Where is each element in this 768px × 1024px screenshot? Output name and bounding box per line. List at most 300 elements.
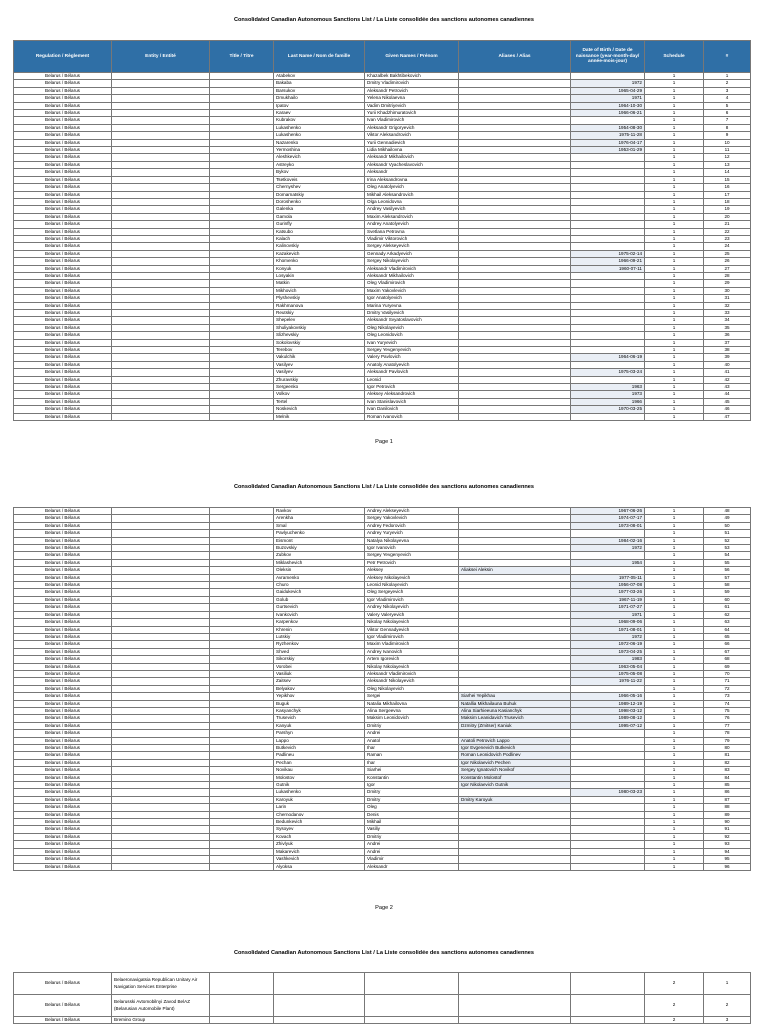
alias-cell xyxy=(459,228,571,235)
date-of-birth-cell xyxy=(571,117,645,124)
given-names-cell: Igor Vladimirovich xyxy=(365,633,459,640)
last-name-cell: Kubrakov xyxy=(274,117,365,124)
number-cell: 62 xyxy=(704,611,751,618)
last-name-cell: Gurinfly xyxy=(274,221,365,228)
title-cell xyxy=(210,819,274,826)
alias-cell xyxy=(459,663,571,670)
number-cell: 2 xyxy=(704,995,751,1017)
given-names-cell: Ivan Stanislavovich xyxy=(365,398,459,405)
schedule-cell: 1 xyxy=(645,384,704,391)
entity-cell xyxy=(112,295,210,302)
schedule-cell: 1 xyxy=(645,169,704,176)
alias-cell xyxy=(459,295,571,302)
regulation-cell: Belarus / Bélarus xyxy=(14,258,112,265)
date-of-birth-cell: 1975-11-28 xyxy=(571,132,645,139)
alias-cell xyxy=(459,537,571,544)
title-cell xyxy=(210,737,274,744)
schedule-cell: 1 xyxy=(645,302,704,309)
regulation-cell: Belarus / Bélarus xyxy=(14,176,112,183)
table-row xyxy=(14,265,751,272)
alias-cell xyxy=(459,398,571,405)
last-name-cell: Parshyn xyxy=(274,730,365,737)
regulation-cell: Belarus / Bélarus xyxy=(14,559,112,566)
last-name-cell: Bedunkevich xyxy=(274,819,365,826)
regulation-cell: Belarus / Bélarus xyxy=(14,745,112,752)
schedule-cell: 1 xyxy=(645,87,704,94)
last-name-cell: Galenka xyxy=(274,206,365,213)
schedule-cell: 1 xyxy=(645,619,704,626)
entity-cell xyxy=(112,191,210,198)
given-names-cell: Yurii Gennadievich xyxy=(365,139,459,146)
date-of-birth-cell: 1971 xyxy=(571,611,645,618)
table-row xyxy=(14,391,751,398)
table-row xyxy=(14,508,751,515)
entity-cell xyxy=(112,235,210,242)
title-cell xyxy=(210,656,274,663)
entity-cell xyxy=(112,243,210,250)
number-cell: 56 xyxy=(704,567,751,574)
alias-cell xyxy=(459,80,571,87)
table-row xyxy=(14,995,751,1017)
date-of-birth-cell xyxy=(571,863,645,870)
last-name-cell: Pechan xyxy=(274,759,365,766)
title-cell xyxy=(210,73,274,80)
entity-cell xyxy=(112,848,210,855)
last-name-cell: Terebov xyxy=(274,347,365,354)
alias-cell xyxy=(459,582,571,589)
schedule-cell: 1 xyxy=(645,796,704,803)
title-cell xyxy=(210,198,274,205)
given-names-cell: Vladimir xyxy=(365,856,459,863)
alias-cell xyxy=(459,559,571,566)
title-cell xyxy=(210,287,274,294)
alias-cell xyxy=(459,995,571,1017)
given-names-cell: Vadim Dmitriyevich xyxy=(365,102,459,109)
date-of-birth-cell xyxy=(571,302,645,309)
sanctions-table-page-1 xyxy=(13,40,751,421)
regulation-cell: Belarus / Bélarus xyxy=(14,774,112,781)
schedule-cell: 1 xyxy=(645,678,704,685)
alias-cell xyxy=(459,139,571,146)
entity-cell xyxy=(112,715,210,722)
entity-cell xyxy=(112,626,210,633)
alias-cell xyxy=(459,391,571,398)
given-names-cell: Aleksandr Mikhailovich xyxy=(365,272,459,279)
schedule-cell: 1 xyxy=(645,611,704,618)
alias-cell xyxy=(459,184,571,191)
regulation-cell: Belarus / Bélarus xyxy=(14,339,112,346)
given-names-cell: Anatol xyxy=(365,737,459,744)
schedule-cell: 1 xyxy=(645,604,704,611)
title-cell xyxy=(210,228,274,235)
number-cell: 13 xyxy=(704,161,751,168)
given-names-cell: Valery Valeryevich xyxy=(365,611,459,618)
regulation-cell: Belarus / Bélarus xyxy=(14,398,112,405)
alias-cell: Natallia Mikhailauna Buhuk xyxy=(459,700,571,707)
title-cell xyxy=(210,663,274,670)
schedule-cell: 1 xyxy=(645,250,704,257)
entity-cell xyxy=(112,221,210,228)
given-names-cell: Ihar xyxy=(365,759,459,766)
table-row xyxy=(14,384,751,391)
date-of-birth-cell xyxy=(571,339,645,346)
entity-cell xyxy=(112,804,210,811)
given-names-cell: Viktor Gennadyevich xyxy=(365,626,459,633)
table-row xyxy=(14,559,751,566)
regulation-cell: Belarus / Bélarus xyxy=(14,332,112,339)
date-of-birth-cell: 1972 xyxy=(571,80,645,87)
regulation-cell: Belarus / Bélarus xyxy=(14,700,112,707)
number-cell: 16 xyxy=(704,184,751,191)
title-cell xyxy=(210,589,274,596)
column-header-regulation: Regulation / Règlement xyxy=(14,41,112,73)
last-name-cell: Ivankovich xyxy=(274,611,365,618)
table-row xyxy=(14,272,751,279)
entity-cell xyxy=(112,648,210,655)
number-cell: 86 xyxy=(704,789,751,796)
entity-cell xyxy=(112,124,210,131)
last-name-cell: Volkov xyxy=(274,391,365,398)
number-cell: 72 xyxy=(704,685,751,692)
regulation-cell: Belarus / Bélarus xyxy=(14,663,112,670)
table-row xyxy=(14,95,751,102)
alias-cell: Aliaksei Aleksin xyxy=(459,567,571,574)
entity-cell: Bremino Group xyxy=(112,1017,210,1024)
table-row xyxy=(14,848,751,855)
entity-cell xyxy=(112,552,210,559)
date-of-birth-cell: 1956-07-08 xyxy=(571,582,645,589)
regulation-cell: Belarus / Bélarus xyxy=(14,80,112,87)
alias-cell xyxy=(459,265,571,272)
entity-cell xyxy=(112,811,210,818)
schedule-cell: 1 xyxy=(645,508,704,515)
schedule-cell: 1 xyxy=(645,413,704,420)
given-names-cell: Andrey Anatolyevich xyxy=(365,221,459,228)
table-row xyxy=(14,147,751,154)
schedule-cell: 1 xyxy=(645,663,704,670)
date-of-birth-cell: 1963-05-04 xyxy=(571,663,645,670)
regulation-cell: Belarus / Bélarus xyxy=(14,796,112,803)
number-cell: 23 xyxy=(704,235,751,242)
title-cell xyxy=(210,552,274,559)
table-row xyxy=(14,398,751,405)
title-cell xyxy=(210,184,274,191)
regulation-cell: Belarus / Bélarus xyxy=(14,537,112,544)
given-names-cell: Aleksandr Vyacheslavovich xyxy=(365,161,459,168)
regulation-cell: Belarus / Bélarus xyxy=(14,508,112,515)
schedule-cell: 1 xyxy=(645,280,704,287)
date-of-birth-cell xyxy=(571,856,645,863)
entity-cell xyxy=(112,656,210,663)
last-name-cell: Vashkevich xyxy=(274,856,365,863)
title-cell xyxy=(210,147,274,154)
table-row xyxy=(14,537,751,544)
table-row xyxy=(14,87,751,94)
entity-cell xyxy=(112,856,210,863)
number-cell: 68 xyxy=(704,656,751,663)
table-row xyxy=(14,176,751,183)
title-cell xyxy=(210,707,274,714)
title-cell xyxy=(210,176,274,183)
title-cell xyxy=(210,110,274,117)
schedule-cell: 2 xyxy=(645,1017,704,1024)
table-row xyxy=(14,102,751,109)
entity-cell xyxy=(112,745,210,752)
entity-cell xyxy=(112,796,210,803)
last-name-cell: Nazarenko xyxy=(274,139,365,146)
given-names-cell: Mikhail xyxy=(365,819,459,826)
title-cell xyxy=(210,398,274,405)
regulation-cell: Belarus / Bélarus xyxy=(14,552,112,559)
given-names-cell: Igor Petrovich xyxy=(365,384,459,391)
alias-cell xyxy=(459,347,571,354)
table-row xyxy=(14,324,751,331)
given-names-cell: Yurii Khadzhimuratovich xyxy=(365,110,459,117)
given-names-cell: Gennady Arkadyevich xyxy=(365,250,459,257)
entity-cell xyxy=(112,198,210,205)
regulation-cell: Belarus / Bélarus xyxy=(14,73,112,80)
last-name-cell: Chernyshev xyxy=(274,184,365,191)
regulation-cell: Belarus / Bélarus xyxy=(14,589,112,596)
table-row xyxy=(14,574,751,581)
given-names-cell: Maksim Leonidovich xyxy=(365,715,459,722)
number-cell: 66 xyxy=(704,641,751,648)
alias-cell xyxy=(459,198,571,205)
schedule-cell: 1 xyxy=(645,176,704,183)
table-row xyxy=(14,347,751,354)
date-of-birth-cell: 1966-09-21 xyxy=(571,258,645,265)
given-names-cell: Ivan Danilovich xyxy=(365,406,459,413)
entity-cell xyxy=(112,354,210,361)
date-of-birth-cell: 1966-05-16 xyxy=(571,693,645,700)
title-cell xyxy=(210,796,274,803)
given-names-cell: Siarhei xyxy=(365,767,459,774)
last-name-cell: Ipatov xyxy=(274,102,365,109)
title-cell xyxy=(210,361,274,368)
number-cell: 92 xyxy=(704,833,751,840)
schedule-cell: 1 xyxy=(645,559,704,566)
number-cell: 35 xyxy=(704,324,751,331)
alias-cell xyxy=(459,384,571,391)
entity-cell xyxy=(112,707,210,714)
number-cell: 4 xyxy=(704,95,751,102)
number-cell: 38 xyxy=(704,347,751,354)
entity-cell xyxy=(112,633,210,640)
regulation-cell: Belarus / Bélarus xyxy=(14,406,112,413)
alias-cell xyxy=(459,545,571,552)
number-cell: 54 xyxy=(704,552,751,559)
table-row xyxy=(14,310,751,317)
date-of-birth-cell xyxy=(571,272,645,279)
schedule-cell: 1 xyxy=(645,398,704,405)
schedule-cell: 1 xyxy=(645,221,704,228)
number-cell: 1 xyxy=(704,73,751,80)
entity-cell xyxy=(112,559,210,566)
table-row xyxy=(14,376,751,383)
schedule-cell: 1 xyxy=(645,567,704,574)
table-row xyxy=(14,184,751,191)
last-name-cell: Lukashenko xyxy=(274,132,365,139)
table-row xyxy=(14,124,751,131)
table-row xyxy=(14,604,751,611)
schedule-cell: 1 xyxy=(645,767,704,774)
regulation-cell: Belarus / Bélarus xyxy=(14,139,112,146)
schedule-cell: 1 xyxy=(645,856,704,863)
given-names-cell: Vasiliy xyxy=(365,826,459,833)
schedule-cell: 1 xyxy=(645,545,704,552)
last-name-cell: Ryzhenkov xyxy=(274,641,365,648)
alias-cell xyxy=(459,317,571,324)
title-cell xyxy=(210,206,274,213)
entity-cell xyxy=(112,317,210,324)
last-name-cell: Kasyanchyk xyxy=(274,707,365,714)
title-cell xyxy=(210,369,274,376)
last-name-cell: Kazakevich xyxy=(274,250,365,257)
table-row xyxy=(14,206,751,213)
regulation-cell: Belarus / Bélarus xyxy=(14,826,112,833)
date-of-birth-cell: 1974-07-17 xyxy=(571,515,645,522)
regulation-cell: Belarus / Bélarus xyxy=(14,730,112,737)
alias-cell xyxy=(459,406,571,413)
regulation-cell: Belarus / Bélarus xyxy=(14,235,112,242)
given-names-cell: Ihar xyxy=(365,745,459,752)
alias-cell xyxy=(459,552,571,559)
number-cell: 73 xyxy=(704,693,751,700)
date-of-birth-cell: 1983 xyxy=(571,656,645,663)
given-names-cell: Sergey Nikolayevich xyxy=(365,258,459,265)
date-of-birth-cell xyxy=(571,73,645,80)
given-names-cell: Andrei xyxy=(365,730,459,737)
schedule-cell: 1 xyxy=(645,213,704,220)
last-name-cell: Dmukhailo xyxy=(274,95,365,102)
title-cell xyxy=(210,685,274,692)
regulation-cell: Belarus / Bélarus xyxy=(14,782,112,789)
entity-cell xyxy=(112,258,210,265)
schedule-cell: 1 xyxy=(645,339,704,346)
given-names-cell: Irina Aleksandrovna xyxy=(365,176,459,183)
alias-cell xyxy=(459,161,571,168)
table-row xyxy=(14,737,751,744)
entity-cell xyxy=(112,384,210,391)
regulation-cell: Belarus / Bélarus xyxy=(14,767,112,774)
alias-cell xyxy=(459,206,571,213)
alias-cell xyxy=(459,221,571,228)
alias-cell xyxy=(459,324,571,331)
date-of-birth-cell xyxy=(571,796,645,803)
date-of-birth-cell xyxy=(571,184,645,191)
last-name-cell: Matkin xyxy=(274,280,365,287)
entity-cell xyxy=(112,95,210,102)
alias-cell xyxy=(459,73,571,80)
given-names-cell: Oleg Nikolayevich xyxy=(365,324,459,331)
last-name-cell: Aleshkevich xyxy=(274,154,365,161)
regulation-cell: Belarus / Bélarus xyxy=(14,102,112,109)
title-cell xyxy=(210,530,274,537)
number-cell: 26 xyxy=(704,258,751,265)
table-row xyxy=(14,856,751,863)
schedule-cell: 1 xyxy=(645,406,704,413)
schedule-cell: 1 xyxy=(645,161,704,168)
number-cell: 90 xyxy=(704,819,751,826)
title-cell xyxy=(210,191,274,198)
number-cell: 8 xyxy=(704,124,751,131)
given-names-cell: Konstantin xyxy=(365,774,459,781)
schedule-cell: 1 xyxy=(645,117,704,124)
date-of-birth-cell xyxy=(571,811,645,818)
last-name-cell: Kanyuk xyxy=(274,722,365,729)
given-names-cell: Petr Petrovich xyxy=(365,559,459,566)
alias-cell xyxy=(459,147,571,154)
title-cell xyxy=(210,221,274,228)
alias-cell: Dmitry Karoyuk xyxy=(459,796,571,803)
alias-cell: Maksim Leanidavich Trusevich xyxy=(459,715,571,722)
date-of-birth-cell xyxy=(571,361,645,368)
last-name-cell: Reutskiy xyxy=(274,310,365,317)
schedule-cell: 1 xyxy=(645,537,704,544)
alias-cell xyxy=(459,235,571,242)
given-names-cell: Oleg Anatolyevich xyxy=(365,184,459,191)
entity-cell xyxy=(112,752,210,759)
date-of-birth-cell: 1967-06-26 xyxy=(571,508,645,515)
alias-cell xyxy=(459,132,571,139)
alias-cell xyxy=(459,413,571,420)
last-name-cell: Lukashenko xyxy=(274,124,365,131)
title-cell xyxy=(210,670,274,677)
regulation-cell: Belarus / Bélarus xyxy=(14,87,112,94)
given-names-cell: Dmitry xyxy=(365,789,459,796)
title-cell xyxy=(210,317,274,324)
entity-cell xyxy=(112,700,210,707)
alias-cell xyxy=(459,826,571,833)
date-of-birth-cell: 1971 xyxy=(571,95,645,102)
title-cell xyxy=(210,995,274,1017)
number-cell: 14 xyxy=(704,169,751,176)
entity-cell xyxy=(112,863,210,870)
alias-cell xyxy=(459,596,571,603)
regulation-cell: Belarus / Bélarus xyxy=(14,722,112,729)
regulation-cell: Belarus / Bélarus xyxy=(14,841,112,848)
column-header-date-of-birth: Date of Birth / Date de naissance (year-month-day/ année-mois-jour) xyxy=(571,41,645,73)
alias-cell xyxy=(459,811,571,818)
last-name-cell: Bakaba xyxy=(274,80,365,87)
schedule-cell: 1 xyxy=(645,633,704,640)
regulation-cell: Belarus / Bélarus xyxy=(14,354,112,361)
schedule-cell: 1 xyxy=(645,789,704,796)
schedule-cell: 1 xyxy=(645,863,704,870)
title-cell xyxy=(210,811,274,818)
given-names-cell: Lidia Mikhailovna xyxy=(365,147,459,154)
last-name-cell: Mikhovich xyxy=(274,287,365,294)
title-cell xyxy=(210,804,274,811)
table-row xyxy=(14,161,751,168)
last-name-cell: Sokolovskiy xyxy=(274,339,365,346)
given-names-cell: Andrei xyxy=(365,848,459,855)
regulation-cell: Belarus / Bélarus xyxy=(14,161,112,168)
last-name-cell: Karaev xyxy=(274,110,365,117)
last-name-cell: Khrenin xyxy=(274,626,365,633)
table-row xyxy=(14,730,751,737)
regulation-cell: Belarus / Bélarus xyxy=(14,310,112,317)
title-cell xyxy=(210,678,274,685)
table-row xyxy=(14,626,751,633)
last-name-cell: Butkevich xyxy=(274,745,365,752)
given-names-cell: Aleksandr Svyatoslavovich xyxy=(365,317,459,324)
last-name-cell: Gaidukevich xyxy=(274,589,365,596)
date-of-birth-cell: 1972 xyxy=(571,545,645,552)
title-cell xyxy=(210,693,274,700)
date-of-birth-cell: 1970-03-25 xyxy=(571,406,645,413)
regulation-cell: Belarus / Bélarus xyxy=(14,295,112,302)
